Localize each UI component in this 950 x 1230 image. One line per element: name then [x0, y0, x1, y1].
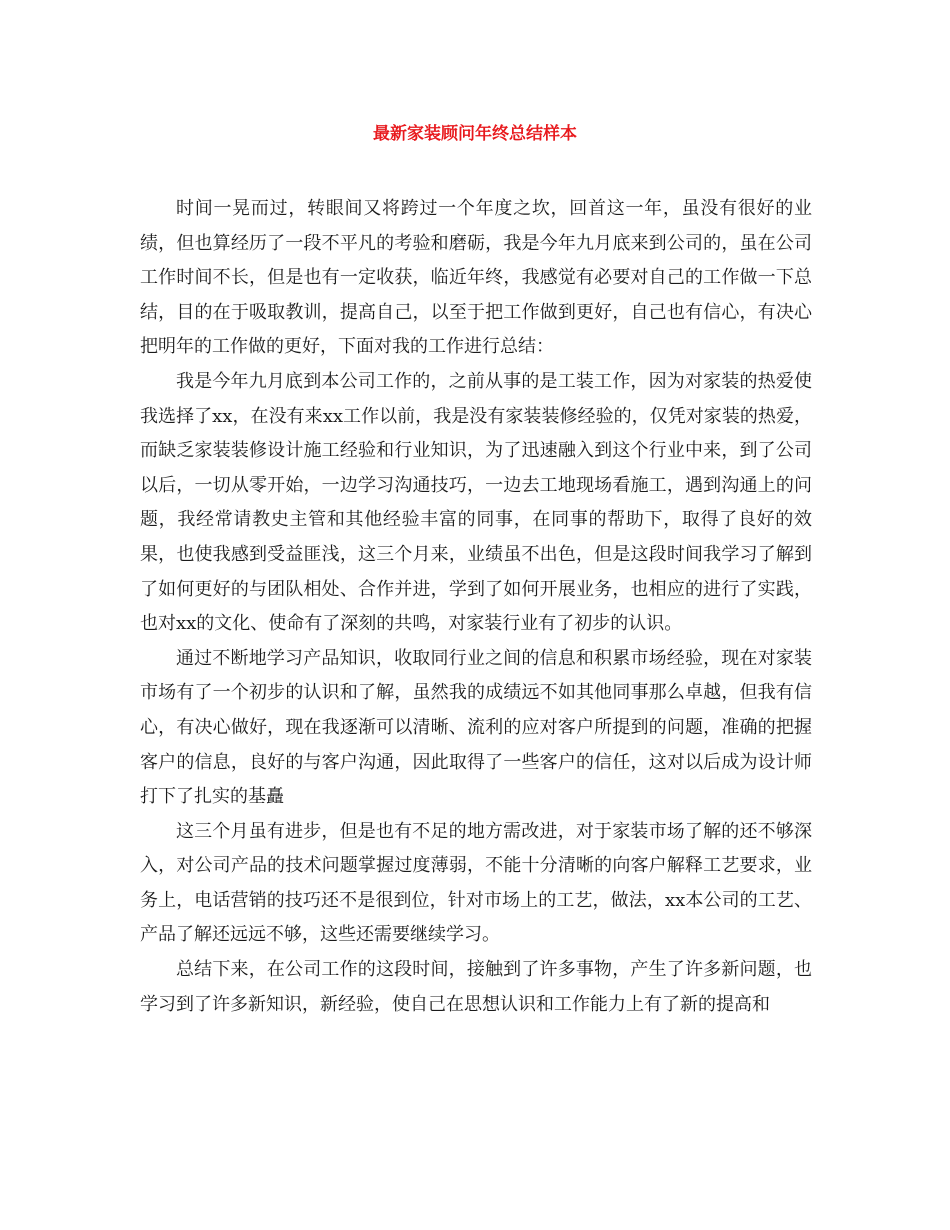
paragraph-intro: 时间一晃而过，转眼间又将跨过一个年度之坎，回首这一年，虽没有很好的业绩，但也算经历了一段不平凡的考验和磨砺，我是今年九月底来到公司的，虽在公司工作时间不长，但是也有一定收获，临近年终，我感觉有必要对自己的工作做一下总结，目的在于吸取教训，提高自己，以至于把工作做到更好，自己也有信心，有决心把明年的工作做的更好，下面对我的工作进行总结： [140, 198, 812, 358]
paragraph-progress: 通过不断地学习产品知识，收取同行业之间的信息和积累市场经验，现在对家装市场有了一个初步的认识和了解，虽然我的成绩远不如其他同事那么卓越，但我有信心，有决心做好，现在我逐渐可以清晰、流利的应对客户所提到的问题，准确的把握客户的信息，良好的与客户沟通，因此取得了一些客户的信任，这对以后成为设计师打下了扎实的基矗 [140, 647, 812, 808]
document-body [140, 192, 812, 1022]
paragraph-background: 我是今年九月底到本公司工作的，之前从事的是工装工作，因为对家装的热爱使我选择了xx，在没有来xx工作以前，我是没有家装装修经验的，仅凭对家装的热爱，而缺乏家装装修设计施工经验和行业知识，为了迅速融入到这个行业中来，到了公司以后，一切从零开始，一边学习沟通技巧，一边去工地现场看施工，遇到沟通上的问题，我经常请教史主管和其他经验丰富的同事，在同事的帮助下，取得了良好的效果，也使我感到受益匪浅，这三个月来，业绩虽不出色，但是这段时间我学习了解到了如何更好的与团队相处、合作并进，学到了如何开展业务，也相应的进行了实践，也对xx的文化、使命有了深刻的共鸣，对家装行业有了初步的认识。 [140, 370, 812, 635]
paragraph-shortcomings: 这三个月虽有进步，但是也有不足的地方需改进，对于家装市场了解的还不够深入，对公司产品的技术问题掌握过度薄弱，不能十分清晰的向客户解释工艺要求，业务上，电话营销的技巧还不是很到位，针对市场上的工艺，做法，xx本公司的工艺、产品了解还远远不够，这些还需要继续学习。 [140, 820, 812, 946]
document-title: 最新家装顾问年终总结样本 [373, 124, 577, 144]
paragraph-summary: 总结下来，在公司工作的这段时间，接触到了许多事物，产生了许多新问题，也学习到了许多新知识，新经验，使自己在思想认识和工作能力上有了新的提高和 [140, 959, 812, 1015]
